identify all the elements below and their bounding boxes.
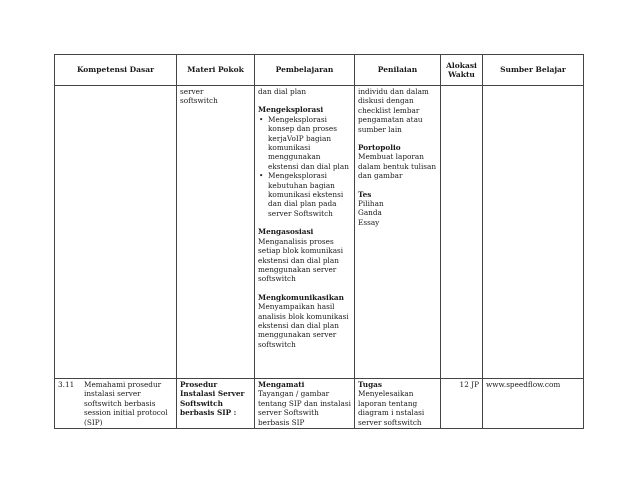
- cell-kompetensi-empty: [55, 86, 177, 379]
- table-row: [55, 379, 584, 429]
- cell-sumber-empty: [483, 86, 584, 379]
- komunikasi-text: Menyampaikan hasil analisis blok komunikasi ekstensi dan dial plan menggunakan server softswitch: [258, 302, 349, 349]
- header-penilaian: Penilaian: [355, 55, 441, 86]
- tes-text: Pilihan Ganda Essay: [358, 199, 384, 227]
- header-sumber: Sumber Belajar: [483, 55, 584, 86]
- tugas-title: Tugas: [358, 380, 383, 389]
- materi-text: Prosedur Instalasi Server Softswitch berbasis SIP :: [180, 380, 245, 418]
- cell-pembelajaran: [255, 86, 355, 379]
- portopolio-title: Portopolio: [358, 143, 401, 153]
- eksplorasi-title: Mengeksplorasi: [258, 105, 324, 115]
- cell-pembelajaran: [255, 379, 355, 429]
- header-materi: Materi Pokok: [177, 55, 255, 86]
- header-alokasi: Alokasi Waktu: [441, 55, 483, 86]
- asosiasi-title: Mengasosiasi: [258, 227, 314, 237]
- cell-materi: [177, 379, 255, 429]
- eksplorasi-list: [258, 115, 351, 218]
- cell-alokasi: 12 JP: [441, 379, 483, 429]
- header-pembelajaran: Pembelajaran: [255, 55, 355, 86]
- header-kompetensi: Kompetensi Dasar: [55, 55, 177, 86]
- list-item: • Mengeksplorasi kebutuhan bagian komunikasi ekstensi dan dial plan pada server Softswitch: [268, 171, 351, 218]
- materi-line: server: [180, 87, 204, 96]
- cell-materi: [177, 86, 255, 379]
- tes-title: Tes: [358, 189, 372, 199]
- materi-line: softswitch: [180, 96, 218, 106]
- kd-number: 3.11: [58, 380, 75, 389]
- portopolio-text: Membuat laporan dalam bentuk tulisan dan gambar: [358, 152, 437, 181]
- cell-kompetensi: [55, 379, 177, 429]
- komunikasi-title: Mengkomunikasikan: [258, 292, 344, 302]
- header-row: [55, 55, 584, 86]
- cell-penilaian: [355, 379, 441, 429]
- cell-alokasi-empty: [441, 86, 483, 379]
- tugas-text: Menyelesaikan laporan tentang diagram i nstalasi server softswitch: [358, 389, 425, 427]
- curriculum-table: [54, 54, 584, 429]
- mengamati-title: Mengamati: [258, 380, 305, 389]
- kd-text: Memahami prosedur instalasi server softswitch berbasis session initial protocol (SIP): [84, 380, 168, 427]
- mengamati-text: Tayangan / gambar tentang SIP dan instalasi server Softswith berbasis SIP: [258, 389, 351, 427]
- table-row: [55, 86, 584, 379]
- list-item: • Mengeksplorasi konsep dan proses kerjaVoIP bagian komunikasi menggunakan ekstensi dan dial plan: [268, 115, 351, 171]
- asosiasi-text: Menganalisis proses setiap blok komunikasi ekstensi dan dial plan menggunakan server softswitch: [258, 236, 344, 284]
- pembelajaran-intro: dan dial plan: [258, 87, 307, 96]
- cell-penilaian: [355, 86, 441, 379]
- cell-sumber: www.speedflow.com: [483, 379, 584, 429]
- penilaian-intro: individu dan dalam diskusi dengan checklist lembar pengamatan atau sumber lain: [358, 87, 429, 134]
